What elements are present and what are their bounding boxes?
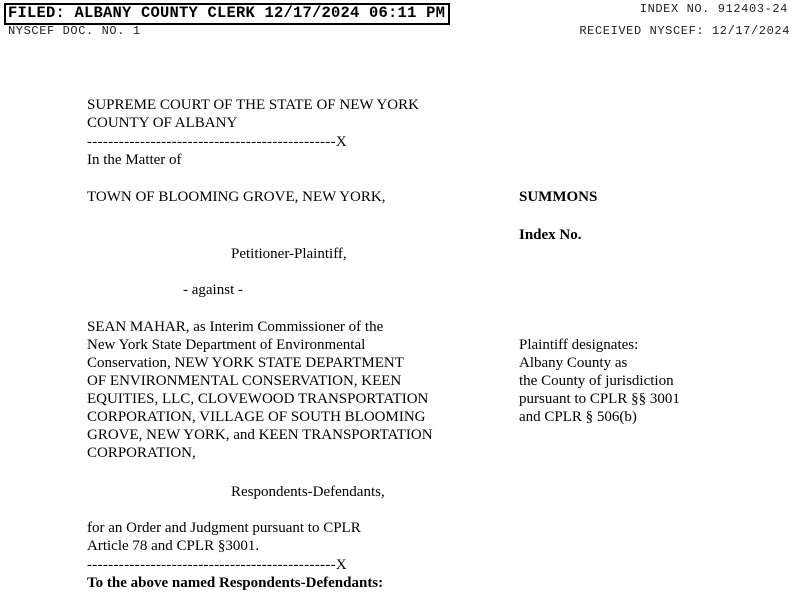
order-line: for an Order and Judgment pursuant to CPLR <box>87 520 361 536</box>
respondents-line: EQUITIES, LLC, CLOVEWOOD TRANSPORTATION <box>87 391 429 407</box>
caption-top-divider: -----------------------------------------------X <box>87 134 348 150</box>
index-number-header: INDEX NO. 912403-24 <box>639 2 788 16</box>
designation-line: Plaintiff designates: <box>519 337 639 353</box>
court-name: SUPREME COURT OF THE STATE OF NEW YORK <box>87 97 419 113</box>
respondents-line: SEAN MAHAR, as Interim Commissioner of the <box>87 319 384 335</box>
to-named-respondents: To the above named Respondents-Defendants: <box>87 575 384 591</box>
filed-stamp: FILED: ALBANY COUNTY CLERK 12/17/2024 06:11 PM <box>4 3 450 25</box>
respondents-line: CORPORATION, VILLAGE OF SOUTH BLOOMING <box>87 409 426 425</box>
respondents-block <box>87 318 433 462</box>
order-description <box>87 519 361 555</box>
index-no-label: Index No. <box>519 227 582 243</box>
in-the-matter: In the Matter of <box>87 152 182 168</box>
order-line: Article 78 and CPLR §3001. <box>87 538 260 554</box>
summons-title: SUMMONS <box>519 189 598 205</box>
respondents-line: CORPORATION, <box>87 445 196 461</box>
respondents-line: OF ENVIRONMENTAL CONSERVATION, KEEN <box>87 373 402 389</box>
respondents-line: GROVE, NEW YORK, and KEEN TRANSPORTATION <box>87 427 433 443</box>
respondents-line: New York State Department of Environmental <box>87 337 366 353</box>
nyscef-doc-number: NYSCEF DOC. NO. 1 <box>8 24 141 38</box>
respondents-role: Respondents-Defendants, <box>231 484 385 500</box>
designation-line: pursuant to CPLR §§ 3001 <box>519 391 680 407</box>
venue-designation <box>519 336 680 426</box>
petitioner-name: TOWN OF BLOOMING GROVE, NEW YORK, <box>87 189 386 205</box>
petitioner-role: Petitioner-Plaintiff, <box>231 246 347 262</box>
designation-line: Albany County as <box>519 355 628 371</box>
received-nyscef-date: RECEIVED NYSCEF: 12/17/2024 <box>579 24 790 38</box>
court-county: COUNTY OF ALBANY <box>87 115 238 131</box>
respondents-line: Conservation, NEW YORK STATE DEPARTMENT <box>87 355 404 371</box>
caption-bottom-divider: -----------------------------------------------X <box>87 557 348 573</box>
designation-line: the County of jurisdiction <box>519 373 674 389</box>
against-label: - against - <box>183 282 243 298</box>
designation-line: and CPLR § 506(b) <box>519 409 637 425</box>
